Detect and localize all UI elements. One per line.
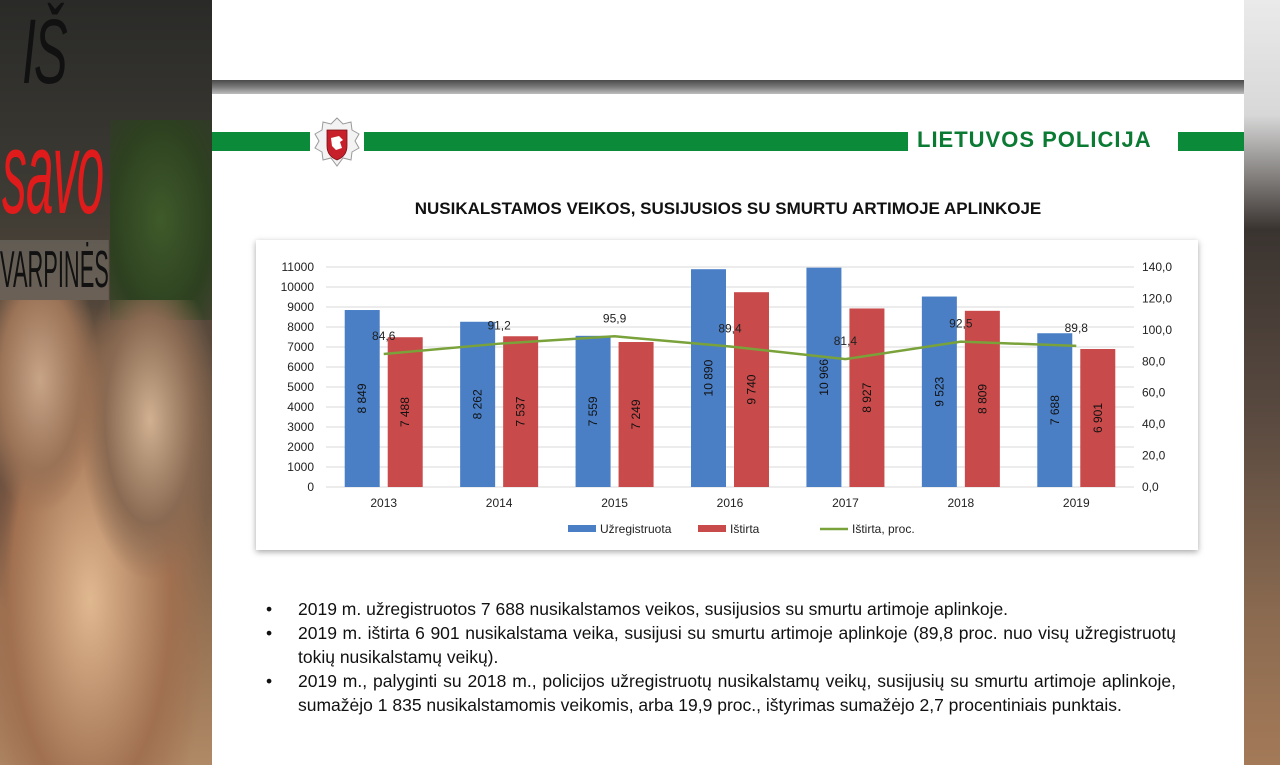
channel-logo <box>0 0 130 300</box>
y-tick-label-left: 10000 <box>280 280 314 294</box>
line-value-label: 89,4 <box>718 321 742 336</box>
line-value-label: 91,2 <box>487 318 511 333</box>
bullet-text: 2019 m., palyginti su 2018 m., policijos užregistruotų nusikalstamų veikų, susijusių su smurtu artimoje aplinkoje, sumažėjo 1 835 nusikalstamomis veikomis, arba 19,9 proc., ištyrimas sumažėjo 2,7 procentiniais punktais. <box>298 671 1176 715</box>
bar-value-label: 8 849 <box>355 383 370 414</box>
legend-label: Ištirta <box>730 522 760 536</box>
bullet-text: 2019 m. ištirta 6 901 nusikalstama veika, susijusi su smurtu artimoje aplinkoje (89,8 proc. nuo visų užregistruotų tokių nusikalstamų veikų). <box>298 623 1176 667</box>
y-tick-label-left: 2000 <box>287 440 314 454</box>
bullet-text: 2019 m. užregistruotos 7 688 nusikalstamos veikos, susijusios su smurtu artimoje aplinkoje. <box>298 599 1009 619</box>
line-value-label: 89,8 <box>1064 320 1088 335</box>
header-green-bar-right <box>1178 132 1244 151</box>
slide-top-divider <box>212 80 1244 94</box>
y-tick-label-left: 7000 <box>287 340 314 354</box>
bar-value-label: 10 890 <box>701 359 716 397</box>
x-tick-label: 2014 <box>485 496 513 510</box>
x-tick-label: 2013 <box>370 496 398 510</box>
x-tick-label: 2018 <box>947 496 975 510</box>
bar-value-label: 7 559 <box>586 396 601 427</box>
legend-swatch <box>568 525 596 532</box>
legend-label: Užregistruota <box>600 522 672 536</box>
y-tick-label-left: 3000 <box>287 420 314 434</box>
bullet-marker: • <box>266 671 273 691</box>
chart-svg <box>256 240 1198 550</box>
chart-title: NUSIKALSTAMOS VEIKOS, SUSIJUSIOS SU SMURTU ARTIMOJE APLINKOJE <box>414 199 1042 218</box>
bar-value-label: 8 262 <box>470 389 485 420</box>
logo-line-3: VARPINĖS <box>0 241 109 299</box>
line-value-label: 84,6 <box>372 329 396 344</box>
bar-value-label: 10 966 <box>816 358 831 396</box>
header-green-bar-left <box>212 132 310 151</box>
bar-value-label: 8 927 <box>859 382 874 413</box>
bar-value-label: 7 488 <box>398 397 413 428</box>
y-tick-label-right: 40,0 <box>1142 417 1166 432</box>
police-emblem-icon <box>312 116 362 172</box>
legend-swatch <box>698 525 726 532</box>
y-tick-label-right: 120,0 <box>1142 291 1173 306</box>
bullet-item-3 <box>260 669 1176 717</box>
x-tick-label: 2019 <box>1062 496 1090 510</box>
bullet-marker: • <box>266 623 273 643</box>
bar-value-label: 9 740 <box>744 374 759 405</box>
y-tick-label-right: 140,0 <box>1142 260 1173 274</box>
y-tick-label-right: 20,0 <box>1142 448 1166 463</box>
y-tick-label-left: 6000 <box>287 360 314 374</box>
y-tick-label-left: 1000 <box>287 460 314 474</box>
x-tick-label: 2017 <box>832 496 859 510</box>
header-green-bar-middle <box>364 132 908 151</box>
presentation-slide <box>212 0 1244 765</box>
bar-value-label: 6 901 <box>1090 402 1105 434</box>
logo-line-1: IŠ <box>22 1 66 103</box>
chart-container <box>256 240 1198 550</box>
y-tick-label-right: 80,0 <box>1142 354 1166 369</box>
organization-name: LIETUVOS POLICIJA <box>917 127 1152 152</box>
y-tick-label-right: 60,0 <box>1142 385 1166 400</box>
line-value-label: 81,4 <box>833 334 858 349</box>
bullet-item-1 <box>260 597 1176 621</box>
y-tick-label-left: 8000 <box>287 320 314 334</box>
bar-value-label: 7 537 <box>513 396 528 427</box>
legend-label: Ištirta, proc. <box>852 522 915 536</box>
bar-value-label: 7 688 <box>1047 395 1062 426</box>
y-tick-label-left: 11000 <box>281 260 314 274</box>
bullet-list <box>260 597 1176 717</box>
background-photo-right <box>1244 0 1280 765</box>
bar-value-label: 7 249 <box>629 399 644 430</box>
line-value-label: 92,5 <box>949 316 973 331</box>
y-tick-label-left: 9000 <box>287 300 314 314</box>
bar-value-label: 8 809 <box>975 383 990 414</box>
line-value-label: 95,9 <box>602 311 627 326</box>
y-tick-label-right: 0,0 <box>1142 480 1159 494</box>
bar-value-label: 9 523 <box>932 376 947 407</box>
x-tick-label: 2015 <box>601 496 628 510</box>
logo-line-2: savo <box>2 107 104 239</box>
bullet-item-2 <box>260 621 1176 669</box>
y-tick-label-left: 4000 <box>287 400 314 414</box>
y-tick-label-left: 5000 <box>287 380 314 394</box>
bullet-marker: • <box>266 599 273 619</box>
crowd-background <box>0 300 212 765</box>
y-tick-label-left: 0 <box>307 480 314 494</box>
x-tick-label: 2016 <box>716 496 744 510</box>
y-tick-label-right: 100,0 <box>1142 322 1173 337</box>
